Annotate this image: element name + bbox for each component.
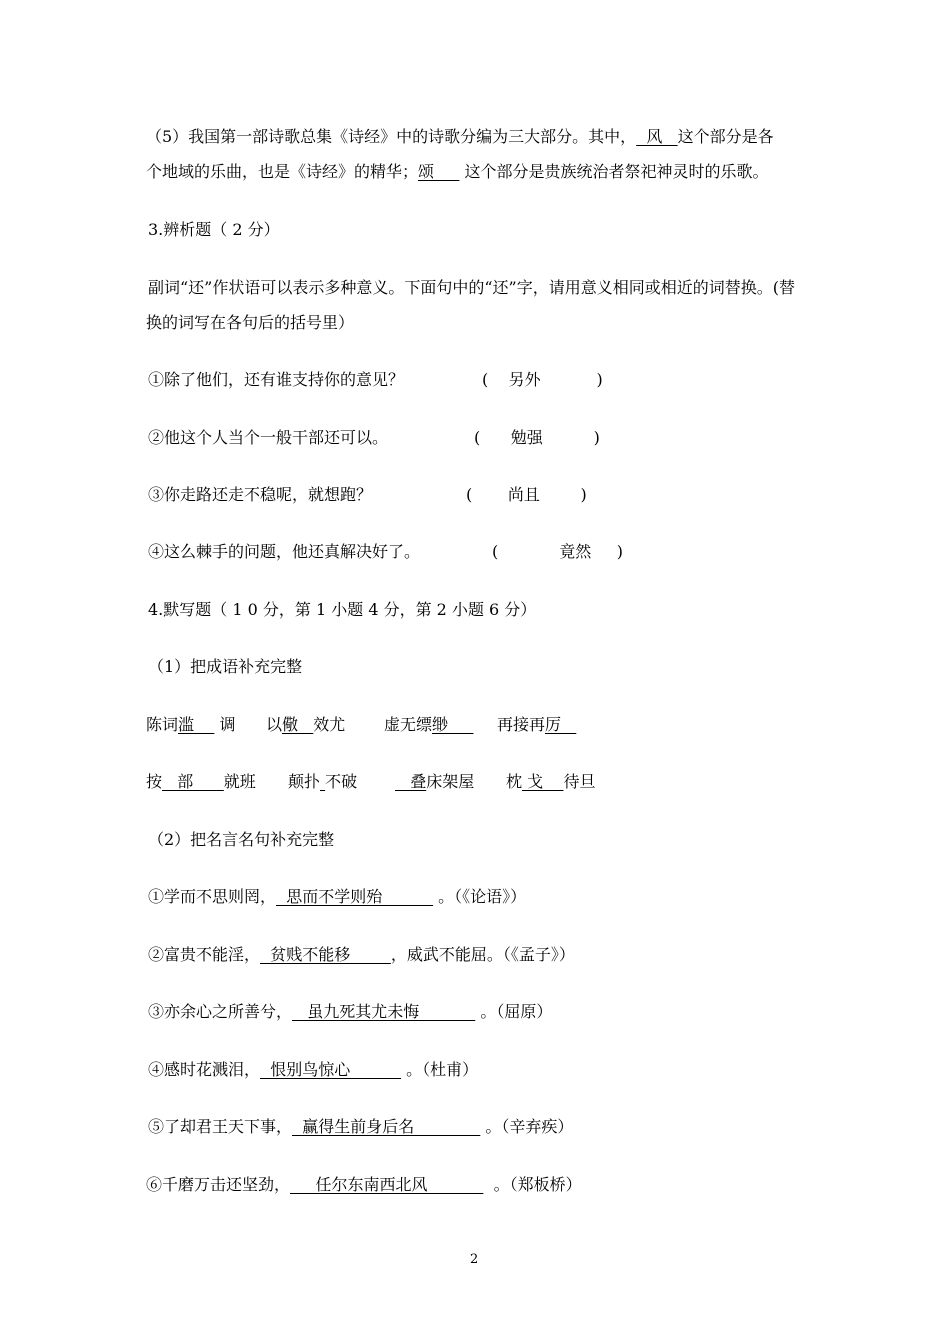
q5-line2-text-end: 这个部分是贵族统治者祭祀神灵时的乐歌。 <box>459 162 769 181</box>
quote-4-answer: 恨别鸟惊心 <box>260 1060 402 1079</box>
section4-part1-title: （1）把成语补充完整 <box>148 657 303 676</box>
idiom-5-answer: 部 <box>162 772 224 791</box>
q5-line1 <box>146 127 774 147</box>
quote-3-answer: 虽九死其尤未悔 <box>292 1002 476 1021</box>
idiom-4: 再接再厉 <box>497 715 577 734</box>
quote-1-answer: 思而不学则殆 <box>276 887 434 906</box>
q5-answer1: 风 <box>636 127 678 146</box>
quote-2: ②富贵不能淫， 贫贱不能移 ，威武不能屈。（《孟子》） <box>148 945 575 964</box>
q5-line2-text: 个地域的乐曲，也是《诗经》的精华； <box>146 162 419 181</box>
sec3-item-4: ④这么棘手的问题，他还真解决好了。 <box>148 542 421 561</box>
sec3-item-3: ③你走路还走不稳呢，就想跑？ <box>148 485 373 504</box>
idiom-4-answer: 厉 <box>545 715 577 734</box>
idiom-5: 按 部 就班 <box>146 772 256 791</box>
quote-6-answer: 任尔东南西北风 <box>290 1175 484 1194</box>
idiom-1-answer: 滥 <box>178 715 215 734</box>
quote-4: ④感时花溅泪， 恨别鸟惊心 。（杜甫） <box>148 1060 479 1079</box>
quote-5: ⑤了却君王天下事， 赢得生前身后名 。（辛弃疾） <box>148 1117 574 1136</box>
q5-line2 <box>146 162 769 182</box>
quote-3: ③亦余心之所善兮， 虽九死其尤未悔 。（屈原） <box>148 1002 553 1021</box>
quote-1: ①学而不思则罔， 思而不学则殆 。（《论语》） <box>148 887 527 906</box>
quote-5-answer: 赢得生前身后名 <box>292 1117 481 1136</box>
idiom-6: 颠扑 不破 <box>288 772 358 791</box>
idiom-1: 陈词滥 调 <box>146 715 236 734</box>
sec3-item-1: ①除了他们，还有谁支持你的意见？ <box>148 370 405 389</box>
idiom-8: 枕 戈 待旦 <box>506 772 596 791</box>
sec3-item-2-answer: ( 勉强 ) <box>474 428 600 447</box>
section3-title: 3.辨析题（ 2 分） <box>148 220 280 239</box>
idiom-7: 叠床架屋 <box>395 772 475 791</box>
section4-part2-title: （2）把名言名句补充完整 <box>148 830 335 849</box>
sec3-item-2: ②他这个人当个一般干部还可以。 <box>148 428 389 447</box>
quote-6: ⑥千磨万击还坚劲， 任尔东南西北风 。（郑板桥） <box>146 1175 582 1194</box>
section4-title: 4.默写题（ 1 0 分，第 1 小题 4 分，第 2 小题 6 分） <box>148 600 537 619</box>
idiom-8-answer: 戈 <box>522 772 564 791</box>
page-number: 2 <box>470 1252 479 1267</box>
sec3-item-1-answer: ( 另外 ) <box>482 370 603 389</box>
section3-instruction-line1: 副词“还”作状语可以表示多种意义。下面句中的“还”字，请用意义相同或相近的词替换。(替 <box>148 278 795 297</box>
idiom-3-answer: 缈 <box>432 715 474 734</box>
q5-line1-text: （5）我国第一部诗歌总集《诗经》中的诗歌分编为三大部分。其中， <box>146 127 637 146</box>
section3-instruction-line2: 换的词写在各句后的括号里） <box>146 313 355 332</box>
idiom-2-answer: 儆 <box>282 715 314 734</box>
sec3-item-4-answer: ( 竟然 ) <box>492 542 623 561</box>
quote-2-answer: 贫贱不能移 <box>260 945 391 964</box>
q5-line1-text-end: 这个部分是各 <box>677 127 774 146</box>
sec3-item-3-answer: ( 尚且 ) <box>466 485 587 504</box>
q5-answer2: 颂 <box>418 162 460 181</box>
idiom-3: 虚无缥缈 <box>384 715 474 734</box>
idiom-2: 以儆 效尤 <box>266 715 346 734</box>
idiom-7-answer: 叠 <box>395 772 427 791</box>
